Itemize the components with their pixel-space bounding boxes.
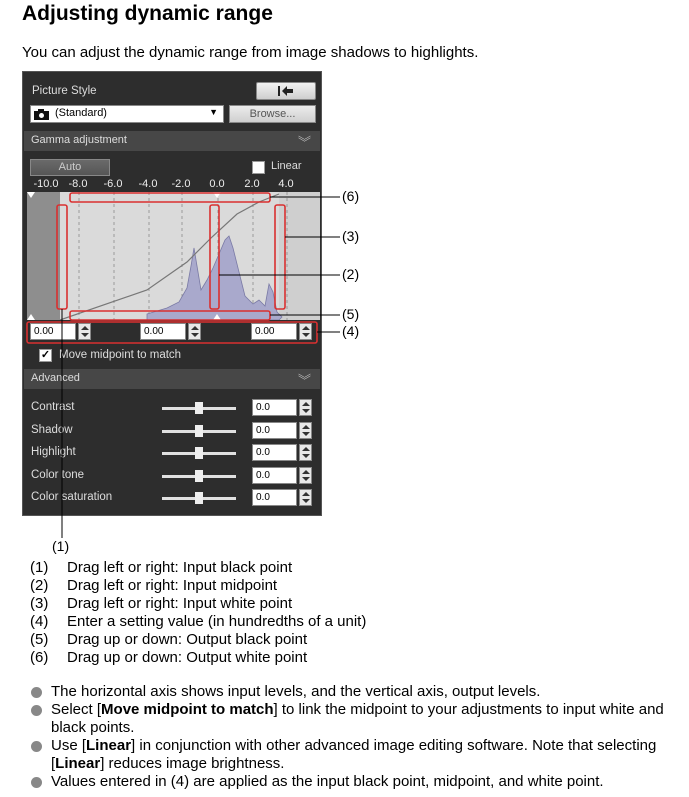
note-bold: Linear <box>86 737 132 754</box>
note-item <box>30 773 680 791</box>
legend-item <box>30 631 366 649</box>
callout-label-3: (3) <box>342 228 360 244</box>
spinner-icon[interactable] <box>188 323 201 340</box>
legend-number: (2) <box>30 577 49 594</box>
legend-number: (5) <box>30 631 49 648</box>
slider-handle[interactable] <box>195 425 203 437</box>
axis-label: -10.0 <box>33 178 59 190</box>
auto-button[interactable]: Auto <box>30 159 110 176</box>
legend-list <box>30 559 366 667</box>
move-midpoint-label: Move midpoint to match <box>59 349 182 361</box>
note-item <box>30 737 680 773</box>
intro-text: You can adjust the dynamic range from image shadows to highlights. <box>22 44 479 61</box>
callout-label-1: (1) <box>52 538 70 554</box>
legend-item <box>30 649 366 667</box>
note-text: The horizontal axis shows input levels, and the vertical axis, output levels. <box>51 683 541 700</box>
slider-handle[interactable] <box>195 492 203 504</box>
picture-style-panel <box>22 71 322 516</box>
slider-handle[interactable] <box>195 402 203 414</box>
input-black-point-field[interactable]: 0.00 <box>30 323 76 340</box>
value-field[interactable]: 0.0 <box>252 489 297 506</box>
input-white-point-field[interactable]: 0.00 <box>251 323 297 340</box>
axis-label: -6.0 <box>103 178 123 190</box>
value-field[interactable]: 0.0 <box>252 399 297 416</box>
axis-label: 0.0 <box>209 178 225 190</box>
callout-label-5: (5) <box>342 306 360 322</box>
gamma-curve-graph[interactable] <box>27 192 320 320</box>
legend-text: Drag left or right: Input white point <box>67 595 293 612</box>
picture-style-label: Picture Style <box>32 85 97 97</box>
notes-list <box>30 683 680 791</box>
advanced-row-label: Shadow <box>31 424 73 436</box>
note-text: ] in conjunction with other advanced image editing software. Note that selecting [ <box>51 737 657 772</box>
advanced-row-label: Color tone <box>31 469 85 481</box>
advanced-row-highlight <box>23 442 321 464</box>
axis-label: 2.0 <box>244 178 260 190</box>
page-title: Adjusting dynamic range <box>22 2 273 25</box>
advanced-label: Advanced <box>31 372 80 384</box>
spinner-icon[interactable] <box>299 489 312 506</box>
callout-label-4: (4) <box>342 323 360 339</box>
linear-checkbox[interactable] <box>252 161 265 174</box>
move-midpoint-checkbox[interactable] <box>39 349 52 362</box>
legend-text: Drag left or right: Input black point <box>67 559 293 576</box>
note-bold: Linear <box>55 755 101 772</box>
legend-number: (4) <box>30 613 49 630</box>
legend-text: Drag left or right: Input midpoint <box>67 577 278 594</box>
camera-icon <box>34 109 49 120</box>
advanced-row-color-saturation <box>23 487 321 509</box>
advanced-row-label: Contrast <box>31 401 75 413</box>
legend-item <box>30 613 366 631</box>
spinner-icon[interactable] <box>78 323 91 340</box>
value-field[interactable]: 0.0 <box>252 422 297 439</box>
gamma-adjustment-header[interactable] <box>24 131 320 151</box>
spinner-icon[interactable] <box>299 399 312 416</box>
double-chevron-icon: ︾ <box>297 373 311 388</box>
gamma-adjustment-label: Gamma adjustment <box>31 134 127 146</box>
legend-text: Enter a setting value (in hundredths of a unit) <box>67 613 367 630</box>
axis-label: 4.0 <box>278 178 294 190</box>
picture-style-select[interactable] <box>30 105 224 123</box>
legend-number: (3) <box>30 595 49 612</box>
legend-text: Drag up or down: Output black point <box>67 631 308 648</box>
note-text: Use [ <box>51 737 87 754</box>
reset-icon <box>277 85 295 97</box>
note-bold: Move midpoint to match <box>101 701 274 718</box>
legend-item <box>30 559 366 577</box>
legend-number: (1) <box>30 559 49 576</box>
spinner-icon[interactable] <box>299 467 312 484</box>
input-midpoint-field[interactable]: 0.00 <box>140 323 186 340</box>
legend-item <box>30 577 366 595</box>
legend-number: (6) <box>30 649 49 666</box>
note-item <box>30 683 680 701</box>
advanced-row-contrast <box>23 397 321 419</box>
callout-label-2: (2) <box>342 266 360 282</box>
spinner-icon[interactable] <box>299 444 312 461</box>
slider-handle[interactable] <box>195 470 203 482</box>
reset-button[interactable] <box>256 82 316 100</box>
advanced-row-label: Highlight <box>31 446 76 458</box>
axis-label: -4.0 <box>138 178 158 190</box>
note-text: ] to link the midpoint to your adjustments to input white and black points. <box>51 701 664 736</box>
value-field[interactable]: 0.0 <box>252 444 297 461</box>
legend-item <box>30 595 366 613</box>
spinner-icon[interactable] <box>299 422 312 439</box>
slider-handle[interactable] <box>195 447 203 459</box>
advanced-row-color-tone <box>23 465 321 487</box>
chevron-down-icon: ▼ <box>209 107 218 117</box>
checkmark-icon: ✓ <box>40 349 51 361</box>
browse-button[interactable]: Browse... <box>229 105 316 123</box>
advanced-row-label: Color saturation <box>31 491 113 503</box>
spinner-icon[interactable] <box>299 323 312 340</box>
picture-style-value: (Standard) <box>55 107 107 119</box>
axis-label: -2.0 <box>171 178 191 190</box>
advanced-row-shadow <box>23 420 321 442</box>
advanced-header[interactable] <box>24 369 320 389</box>
note-item <box>30 701 680 737</box>
legend-text: Drag up or down: Output white point <box>67 649 308 666</box>
axis-label: -8.0 <box>68 178 88 190</box>
linear-label: Linear <box>271 160 302 172</box>
callout-label-6: (6) <box>342 188 360 204</box>
note-text: ] reduces image brightness. <box>100 755 285 772</box>
note-text: Values entered in (4) are applied as the input black point, midpoint, and white point. <box>51 773 604 790</box>
note-text: Select [ <box>51 701 102 718</box>
double-chevron-icon: ︾ <box>297 135 311 150</box>
value-field[interactable]: 0.0 <box>252 467 297 484</box>
